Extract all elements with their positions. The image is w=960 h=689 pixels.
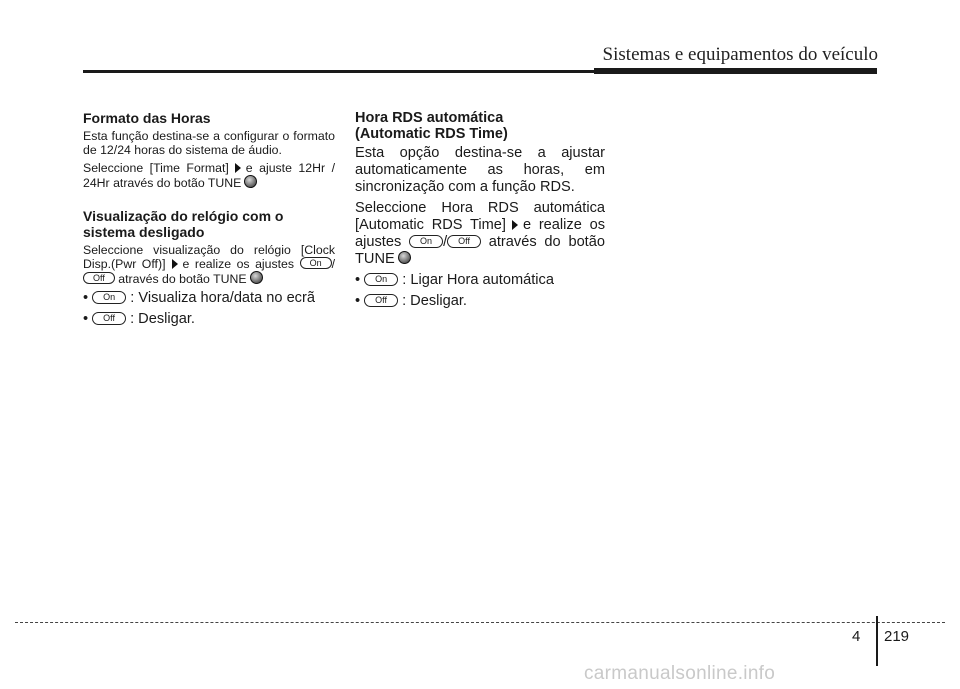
on-button-icon: On [300, 257, 332, 269]
page-section-number: 4 [852, 628, 861, 645]
clock-display-instruction [83, 243, 335, 286]
rds-instruction-text-a: Seleccione Hora RDS automática [Automatic RDS Time] [355, 200, 605, 233]
bullet-on-text: : Visualiza hora/data no ecrã [130, 290, 315, 306]
footer-rule [15, 622, 945, 623]
tune-knob-icon [244, 175, 257, 188]
off-button-icon: Off [364, 294, 398, 307]
bullet-dot: • [355, 272, 361, 288]
left-column [83, 110, 335, 332]
rds-instruction-text-c: através do botão TUNE [355, 234, 605, 267]
slash-separator: / [443, 234, 448, 250]
tune-knob-icon [398, 251, 411, 264]
bullet-dot: • [355, 293, 361, 309]
footer-divider [876, 616, 878, 666]
time-format-instruction-text-b: e ajuste 12Hr / 24Hr através do botão TUNE [83, 161, 335, 190]
on-button-icon: On [409, 235, 443, 248]
off-button-icon: Off [92, 312, 126, 325]
page-number: 219 [884, 628, 910, 645]
rds-description: Esta opção destina-se a ajustar automaticamente as horas, em sincronização com a função RDS. [355, 145, 605, 195]
play-arrow-icon [235, 163, 241, 173]
rds-instruction-text-b: e realize os ajustes [355, 217, 605, 250]
play-arrow-icon [512, 220, 518, 230]
on-button-icon: On [92, 291, 126, 304]
tune-knob-icon [250, 271, 263, 284]
off-button-icon: Off [83, 272, 115, 284]
bullet-dot: • [83, 311, 89, 327]
time-format-description: Esta função destina-se a configurar o formato de 12/24 horas do sistema de áudio. [83, 129, 335, 157]
section-heading-rds-time [355, 110, 605, 142]
bullet-off [83, 311, 335, 328]
clock-display-instruction-text-c: através do botão TUNE [118, 272, 247, 286]
clock-display-instruction-text-b: e realize os ajustes [182, 257, 295, 271]
rds-bullet-off [355, 293, 605, 310]
rds-heading-line2: (Automatic RDS Time) [355, 126, 508, 142]
section-heading-clock-display: Visualização do relógio com o sistema desligado [83, 208, 284, 240]
time-format-instruction [83, 161, 335, 190]
watermark-text: carmanualsonline.info [584, 663, 776, 684]
rds-instruction [355, 200, 605, 268]
time-format-instruction-text-a: Seleccione [Time Format] [83, 161, 229, 175]
section-heading-time-format: Formato das Horas [83, 110, 211, 126]
header-rule-accent [594, 68, 877, 74]
clock-display-instruction-text-a: Seleccione visualização do relógio [Clock Disp.(Pwr Off)] [83, 243, 335, 271]
rds-bullet-on [355, 272, 605, 289]
rds-heading-line1: Hora RDS automática [355, 110, 504, 126]
rds-bullet-off-text: : Desligar. [402, 293, 467, 309]
bullet-on [83, 290, 335, 307]
play-arrow-icon [172, 259, 178, 269]
off-button-icon: Off [447, 235, 481, 248]
slash-separator: / [331, 257, 335, 271]
rds-bullet-on-text: : Ligar Hora automática [402, 272, 554, 288]
right-column [355, 110, 605, 314]
on-button-icon: On [364, 273, 398, 286]
bullet-dot: • [83, 290, 89, 306]
bullet-off-text: : Desligar. [130, 311, 195, 327]
page-header-title: Sistemas e equipamentos do veículo [602, 44, 878, 65]
